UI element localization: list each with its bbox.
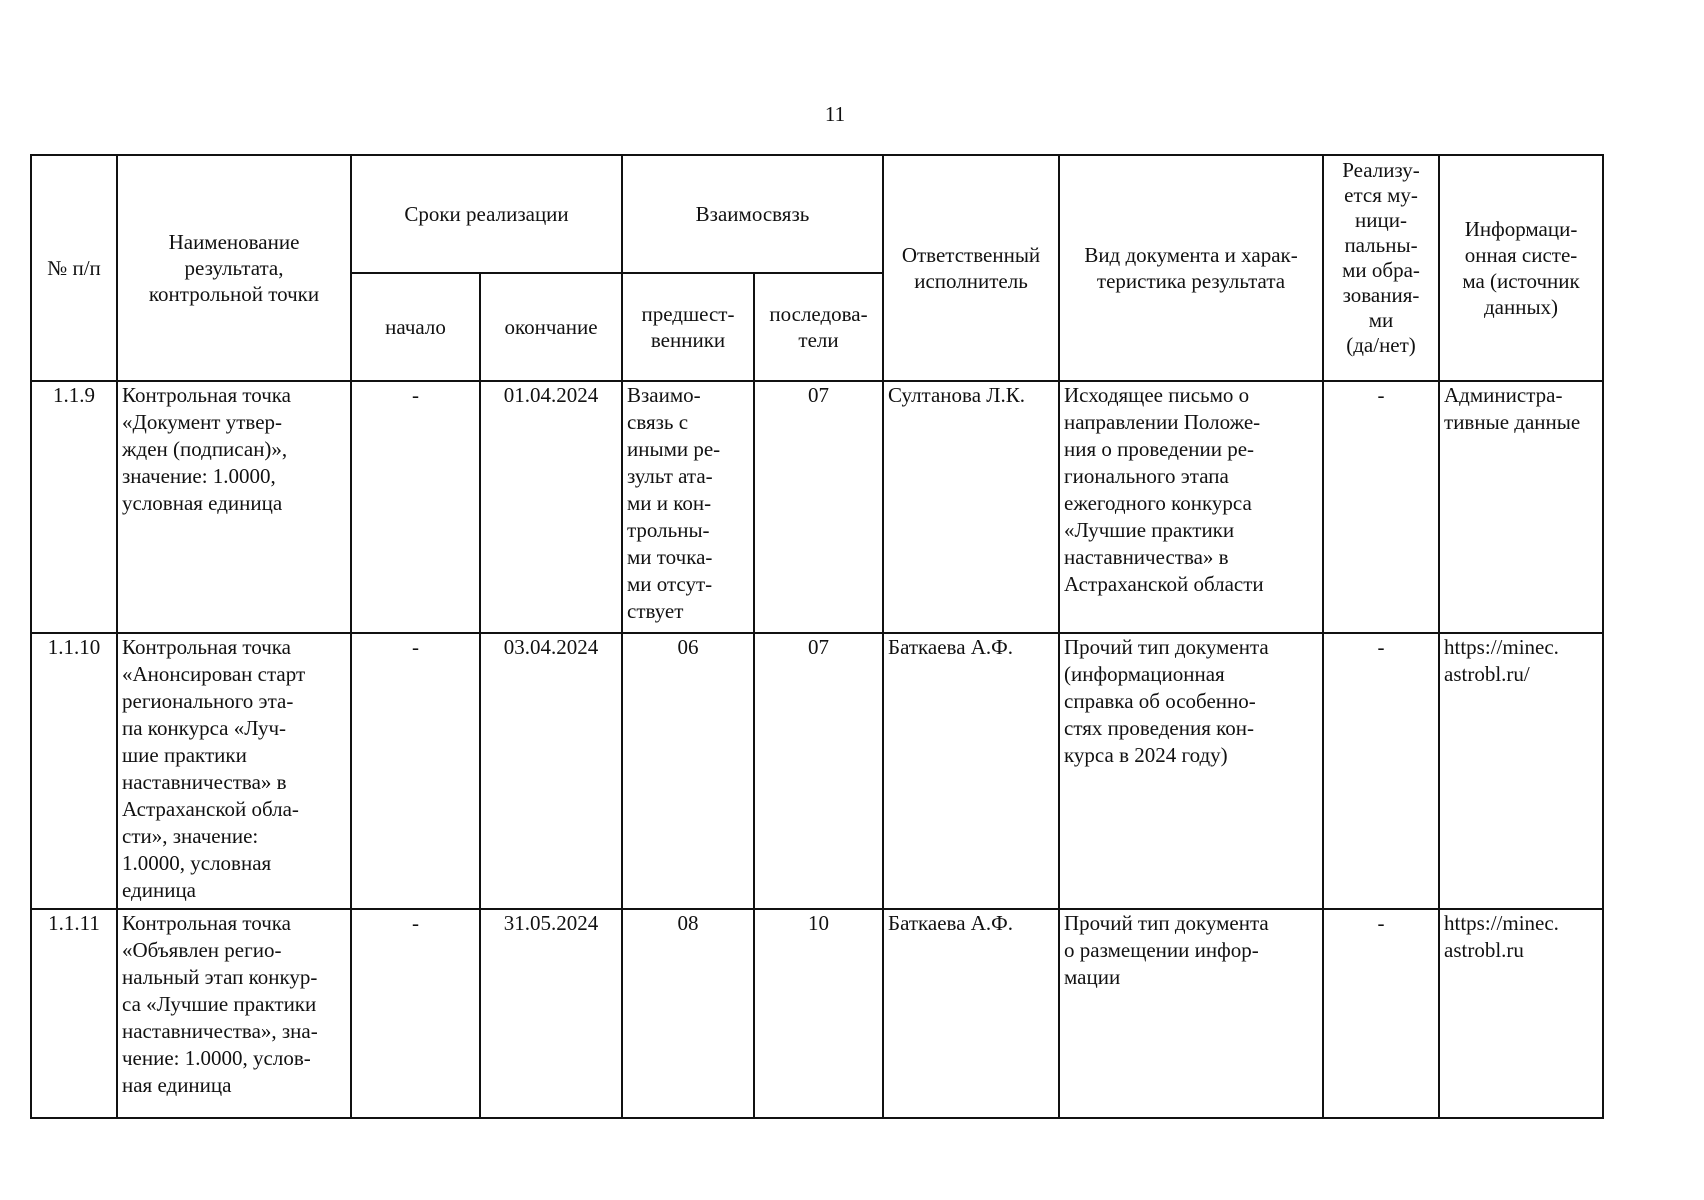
header-doc-type: Вид документа и харак- теристика результата: [1059, 155, 1323, 381]
cell-successors: 07: [754, 381, 883, 633]
cell-predecessors: 06: [622, 633, 754, 909]
header-name: Наименование результата, контрольной точки: [117, 155, 351, 381]
cell-executor: Баткаева А.Ф.: [883, 633, 1059, 909]
cell-executor: Баткаева А.Ф.: [883, 909, 1059, 1118]
cell-start: -: [351, 381, 480, 633]
cell-name: Контрольная точка «Документ утвер- жден (подписан)», значение: 1.0000, условная единица: [117, 381, 351, 633]
page-number: 11: [824, 102, 846, 126]
cell-name: Контрольная точка «Анонсирован старт регионального эта- па конкурса «Луч- шие практики наставничества» в Астраханской обла- сти», значение: 1.0000, условная единица: [117, 633, 351, 909]
table-row: [31, 633, 1603, 909]
cell-info-system: Администра- тивные данные: [1439, 381, 1603, 633]
header-relation: Взаимосвязь: [622, 155, 883, 273]
table-row: [31, 381, 1603, 633]
header-start: начало: [351, 273, 480, 381]
control-points-table: [30, 154, 1604, 1119]
cell-municipal: -: [1323, 381, 1439, 633]
cell-num: 1.1.9: [31, 381, 117, 633]
cell-municipal: -: [1323, 909, 1439, 1118]
cell-name: Контрольная точка «Объявлен регио- нальный этап конкур- са «Лучшие практики наставничества», зна- чение: 1.0000, услов- ная единица: [117, 909, 351, 1118]
header-end: окончание: [480, 273, 622, 381]
header-info-system: Информаци- онная систе- ма (источник данных): [1439, 155, 1603, 381]
cell-predecessors: 08: [622, 909, 754, 1118]
table-row: [31, 909, 1603, 1118]
cell-info-system: https://minec. astrobl.ru: [1439, 909, 1603, 1118]
header-predecessors: предшест- венники: [622, 273, 754, 381]
cell-end: 01.04.2024: [480, 381, 622, 633]
header-executor: Ответственный исполнитель: [883, 155, 1059, 381]
header-municipal: Реализу- ется му- ници- пальны- ми обра- зования- ми (да/нет): [1323, 155, 1439, 381]
cell-end: 31.05.2024: [480, 909, 622, 1118]
cell-municipal: -: [1323, 633, 1439, 909]
cell-executor: Султанова Л.К.: [883, 381, 1059, 633]
cell-info-system: https://minec. astrobl.ru/: [1439, 633, 1603, 909]
header-num: № п/п: [31, 155, 117, 381]
cell-num: 1.1.11: [31, 909, 117, 1118]
cell-doc-type: Прочий тип документа о размещении инфор- мации: [1059, 909, 1323, 1118]
cell-doc-type: Прочий тип документа (информационная справка об особенно- стях проведения кон- курса в 2024 году): [1059, 633, 1323, 909]
cell-start: -: [351, 633, 480, 909]
cell-start: -: [351, 909, 480, 1118]
cell-successors: 10: [754, 909, 883, 1118]
cell-predecessors: Взаимо- связь с иными ре- зульт ата- ми и кон- трольны- ми точка- ми отсут- ствует: [622, 381, 754, 633]
header-successors: последова- тели: [754, 273, 883, 381]
cell-doc-type: Исходящее письмо о направлении Положе- ния о проведении ре- гионального этапа ежегодного конкурса «Лучшие практики наставничества» в Астраханской области: [1059, 381, 1323, 633]
cell-num: 1.1.10: [31, 633, 117, 909]
cell-successors: 07: [754, 633, 883, 909]
header-terms: Сроки реализации: [351, 155, 622, 273]
cell-end: 03.04.2024: [480, 633, 622, 909]
